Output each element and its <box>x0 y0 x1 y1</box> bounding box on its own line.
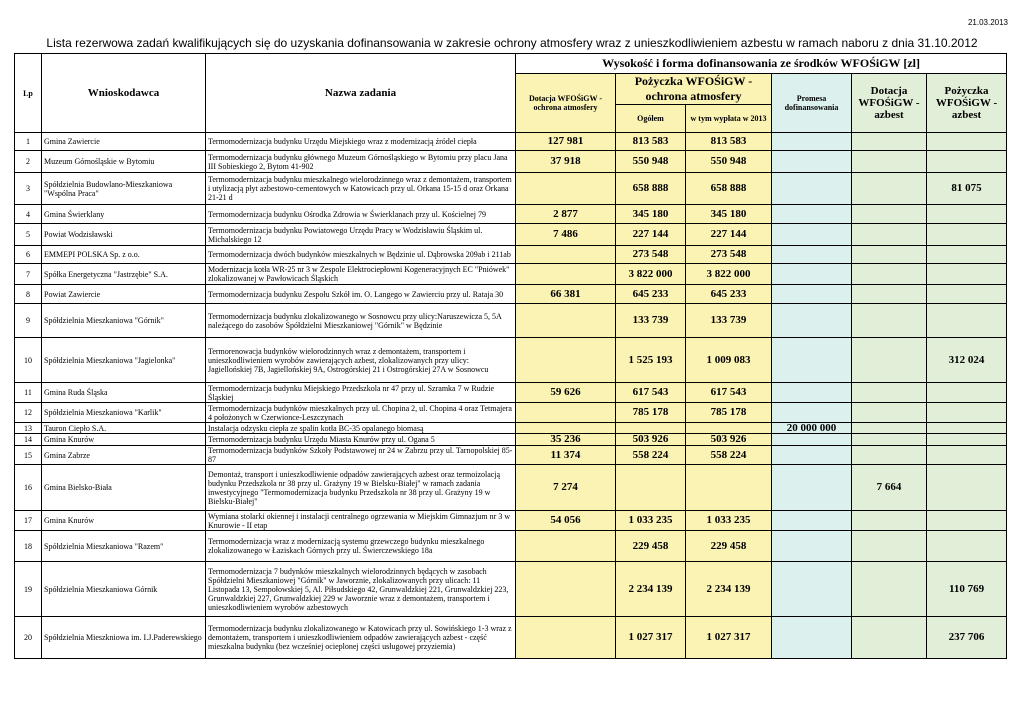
col-applicant-header: Wnioskodawca <box>42 54 206 133</box>
grant-atmosphere-cell <box>516 173 616 205</box>
loan-total-cell: 273 548 <box>616 246 686 264</box>
applicant-cell: Spółdzielnia Mieszkniowa im. I.J.Paderewskiego <box>42 617 206 659</box>
task-name-cell: Termomodernizacja 7 budynków mieszkalnych wielorodzinnych będących w zasobach Spółdzielni Mieszkaniowej "Górnik" w Jaworznie, zlokalizowanych przy ulicach: 11 Listopada 13, Sempołowskiej 5, Al. Piłsudskiego 42, Grunwaldzkiej 221, Grunwaldzkiej 223, Grunwaldzkiej 227, Grunwaldzkiej 229 w Jaworznie wraz z demontażem, transportem i unieszkodliwieniem wyrobów azbestowych <box>206 562 516 617</box>
grant-atmosphere-cell <box>516 264 616 285</box>
grant-atmosphere-cell: 54 056 <box>516 511 616 531</box>
applicant-cell: Spółdzielnia Mieszkaniowa "Jagielonka" <box>42 338 206 383</box>
table-row <box>15 403 1007 423</box>
promise-cell <box>772 617 852 659</box>
applicant-cell: Spółka Energetyczna "Jastrzębie" S.A. <box>42 264 206 285</box>
grant-asbestos-cell <box>852 617 927 659</box>
table-row <box>15 562 1007 617</box>
table-row <box>15 465 1007 511</box>
loan-total-cell: 617 543 <box>616 383 686 403</box>
grant-asbestos-cell <box>852 434 927 446</box>
task-name-cell: Wymiana stolarki okiennej i instalacji centralnego ogrzewania w Miejskim Gimnazjum nr 3 w Knurowie - II etap <box>206 511 516 531</box>
loan-asbestos-cell <box>927 531 1007 562</box>
grant-atmosphere-cell: 59 626 <box>516 383 616 403</box>
promise-cell <box>772 246 852 264</box>
loan-payout-2013-cell: 133 739 <box>686 304 772 338</box>
loan-asbestos-cell <box>927 151 1007 173</box>
row-number: 18 <box>15 531 42 562</box>
task-name-cell: Demontaż, transport i unieszkodliwienie odpadów zawierających azbest oraz termoizolacją budynku Przedszkola nr 38 przy ul. Grażyny 19 w Bielsku-Białej" w ramach zadania inwestycyjnego "Termomodernizacja budynku Przedszkola nr 38 przy ul. Grażyny 19 w Bielsku-Białej" <box>206 465 516 511</box>
table-row <box>15 285 1007 304</box>
loan-payout-2013-cell: 550 948 <box>686 151 772 173</box>
table-row <box>15 151 1007 173</box>
row-number: 15 <box>15 446 42 465</box>
loan-total-cell: 133 739 <box>616 304 686 338</box>
grant-asbestos-cell <box>852 173 927 205</box>
table-row <box>15 264 1007 285</box>
task-name-cell: Termomodernizacja budynku Zespołu Szkół im. O. Langego w Zawierciu przy ul. Rataja 30 <box>206 285 516 304</box>
row-number: 20 <box>15 617 42 659</box>
task-name-cell: Termomodernizacja dwóch budynków mieszkalnych w Będzinie ul. Dąbrowska 209ab i 211ab <box>206 246 516 264</box>
grant-atmosphere-cell: 2 877 <box>516 205 616 224</box>
grant-atmosphere-cell <box>516 304 616 338</box>
loan-payout-2013-cell: 2 234 139 <box>686 562 772 617</box>
loan-payout-2013-cell: 229 458 <box>686 531 772 562</box>
row-number: 8 <box>15 285 42 304</box>
grant-asbestos-cell <box>852 133 927 151</box>
applicant-cell: Gmina Zabrze <box>42 446 206 465</box>
table-row <box>15 446 1007 465</box>
loan-payout-2013-cell: 227 144 <box>686 224 772 246</box>
grant-atmosphere-cell <box>516 531 616 562</box>
grant-asbestos-cell <box>852 446 927 465</box>
task-name-cell: Termomodernizacja wraz z modernizacją systemu grzewczego budynku mieszkalnego zlokalizowanego w Łaziskach Górnych przy ul. Świerczewskiego 18a <box>206 531 516 562</box>
row-number: 12 <box>15 403 42 423</box>
loan-total-cell: 503 926 <box>616 434 686 446</box>
promise-cell <box>772 224 852 246</box>
loan-payout-2013-cell: 658 888 <box>686 173 772 205</box>
loan-payout-2013-cell: 1 009 083 <box>686 338 772 383</box>
loan-total-cell: 227 144 <box>616 224 686 246</box>
col-grant-atmosphere-header: Dotacja WFOŚiGW - ochrona atmosfery <box>516 74 616 133</box>
grant-asbestos-cell <box>852 151 927 173</box>
grant-atmosphere-cell: 35 236 <box>516 434 616 446</box>
promise-cell <box>772 511 852 531</box>
loan-payout-2013-cell: 813 583 <box>686 133 772 151</box>
loan-asbestos-cell <box>927 285 1007 304</box>
row-number: 7 <box>15 264 42 285</box>
row-number: 9 <box>15 304 42 338</box>
loan-asbestos-cell: 81 075 <box>927 173 1007 205</box>
funding-group-header: Wysokość i forma dofinansowania ze środków WFOŚiGW [zl] <box>516 54 1007 74</box>
reserve-list-table <box>14 53 1007 659</box>
task-name-cell: Termomodernizacja budynku mieszkalnego wielorodzinnego wraz z demontażem, transportem i utylizacją płyt azbestowo-cementowych w Katowicach przy ul. Orkana 15-15 d oraz Orkana 21-21 d <box>206 173 516 205</box>
grant-atmosphere-cell: 7 486 <box>516 224 616 246</box>
grant-atmosphere-cell: 66 381 <box>516 285 616 304</box>
grant-asbestos-cell <box>852 205 927 224</box>
table-row <box>15 383 1007 403</box>
grant-atmosphere-cell <box>516 617 616 659</box>
grant-asbestos-cell <box>852 562 927 617</box>
table-row <box>15 531 1007 562</box>
applicant-cell: Gmina Świerklany <box>42 205 206 224</box>
applicant-cell: Gmina Ruda Śląska <box>42 383 206 403</box>
applicant-cell: Spółdzielnia Mieszkaniowa Górnik <box>42 562 206 617</box>
loan-total-cell: 3 822 000 <box>616 264 686 285</box>
loan-asbestos-cell <box>927 224 1007 246</box>
grant-asbestos-cell <box>852 511 927 531</box>
table-row <box>15 423 1007 434</box>
grant-atmosphere-cell: 127 981 <box>516 133 616 151</box>
grant-asbestos-cell <box>852 383 927 403</box>
loan-payout-2013-cell: 1 027 317 <box>686 617 772 659</box>
applicant-cell: Powiat Zawiercie <box>42 285 206 304</box>
col-loan-asbestos-header: Pożyczka WFOŚiGW - azbest <box>927 74 1007 133</box>
table-row <box>15 173 1007 205</box>
promise-cell <box>772 173 852 205</box>
loan-total-cell: 229 458 <box>616 531 686 562</box>
grant-asbestos-cell <box>852 264 927 285</box>
table-row <box>15 205 1007 224</box>
promise-cell <box>772 465 852 511</box>
row-number: 13 <box>15 423 42 434</box>
task-name-cell: Termomodernizacja budynku Miejskiego Przedszkola nr 47 przy ul. Szramka 7 w Rudzie Śląskiej <box>206 383 516 403</box>
row-number: 1 <box>15 133 42 151</box>
applicant-cell: Spółdzielnia Mieszkaniowa "Górnik" <box>42 304 206 338</box>
table-row <box>15 246 1007 264</box>
promise-cell <box>772 151 852 173</box>
row-number: 5 <box>15 224 42 246</box>
table-row <box>15 224 1007 246</box>
col-lp-header: Lp <box>15 54 42 133</box>
loan-total-cell: 645 233 <box>616 285 686 304</box>
task-name-cell: Modernizacja kotła WR-25 nr 3 w Zespole Elektrociepłowni Kogeneracyjnych EC "Pniówek" zlokalizowanej w Pawłowicach Śląskich <box>206 264 516 285</box>
loan-asbestos-cell: 237 706 <box>927 617 1007 659</box>
loan-asbestos-cell: 312 024 <box>927 338 1007 383</box>
promise-cell <box>772 133 852 151</box>
row-number: 14 <box>15 434 42 446</box>
grant-atmosphere-cell: 7 274 <box>516 465 616 511</box>
loan-payout-2013-cell <box>686 465 772 511</box>
applicant-cell: EMMEPI POLSKA Sp. z o.o. <box>42 246 206 264</box>
promise-cell <box>772 562 852 617</box>
loan-total-cell: 550 948 <box>616 151 686 173</box>
promise-cell <box>772 531 852 562</box>
applicant-cell: Gmina Zawiercie <box>42 133 206 151</box>
row-number: 19 <box>15 562 42 617</box>
loan-asbestos-cell <box>927 434 1007 446</box>
col-payout-2013-header: w tym wypłata w 2013 <box>686 105 772 133</box>
grant-atmosphere-cell <box>516 423 616 434</box>
table-row <box>15 338 1007 383</box>
col-grant-asbestos-header: Dotacja WFOŚiGW - azbest <box>852 74 927 133</box>
loan-asbestos-cell <box>927 465 1007 511</box>
page-title: Lista rezerwowa zadań kwalifikujących się do uzyskania dofinansowania w zakresie ochrony atmosfery wraz z unieszkodliwieniem azbestu w ramach naboru z dnia 31.10.2012 <box>46 36 978 50</box>
grant-atmosphere-cell <box>516 246 616 264</box>
promise-cell <box>772 338 852 383</box>
row-number: 4 <box>15 205 42 224</box>
loan-payout-2013-cell: 503 926 <box>686 434 772 446</box>
row-number: 11 <box>15 383 42 403</box>
grant-asbestos-cell <box>852 246 927 264</box>
grant-asbestos-cell <box>852 224 927 246</box>
col-promise-header: Promesa dofinansowania <box>772 74 852 133</box>
loan-total-cell: 1 525 193 <box>616 338 686 383</box>
promise-cell <box>772 383 852 403</box>
loan-asbestos-cell <box>927 246 1007 264</box>
loan-asbestos-cell <box>927 133 1007 151</box>
grant-asbestos-cell <box>852 285 927 304</box>
table-row <box>15 434 1007 446</box>
document-date: 21.03.2013 <box>967 18 1008 27</box>
loan-asbestos-cell <box>927 446 1007 465</box>
table-row <box>15 511 1007 531</box>
col-task-header: Nazwa zadania <box>206 54 516 133</box>
grant-asbestos-cell <box>852 403 927 423</box>
task-name-cell: Termomodernizacja budynku Urzędu Miejskiego wraz z modernizacją źródeł ciepła <box>206 133 516 151</box>
loan-total-cell: 1 033 235 <box>616 511 686 531</box>
loan-total-cell: 558 224 <box>616 446 686 465</box>
promise-cell <box>772 403 852 423</box>
applicant-cell: Spółdzielnia Budowlano-Mieszkaniowa "Wspólna Praca" <box>42 173 206 205</box>
applicant-cell: Gmina Knurów <box>42 511 206 531</box>
applicant-cell: Muzeum Górnośląskie w Bytomiu <box>42 151 206 173</box>
grant-asbestos-cell <box>852 531 927 562</box>
row-number: 10 <box>15 338 42 383</box>
loan-asbestos-cell <box>927 264 1007 285</box>
grant-asbestos-cell <box>852 423 927 434</box>
applicant-cell: Powiat Wodzisławski <box>42 224 206 246</box>
loan-asbestos-cell <box>927 205 1007 224</box>
loan-total-cell <box>616 465 686 511</box>
table-row <box>15 133 1007 151</box>
loan-payout-2013-cell <box>686 423 772 434</box>
task-name-cell: Termomodernizacja budynku Powiatowego Urzędu Pracy w Wodzisławiu Śląskim ul. Michalskiego 12 <box>206 224 516 246</box>
applicant-cell: Gmina Bielsko-Biała <box>42 465 206 511</box>
applicant-cell: Gmina Knurów <box>42 434 206 446</box>
table-row <box>15 304 1007 338</box>
loan-total-cell: 345 180 <box>616 205 686 224</box>
grant-atmosphere-cell: 37 918 <box>516 151 616 173</box>
row-number: 6 <box>15 246 42 264</box>
loan-total-cell <box>616 423 686 434</box>
task-name-cell: Termomodernizacja budynków mieszkalnych przy ul. Chopina 2, ul. Chopina 4 oraz Tetmajera 4 położonych w Czerwionce-Leszczynach <box>206 403 516 423</box>
loan-asbestos-cell <box>927 403 1007 423</box>
grant-asbestos-cell <box>852 338 927 383</box>
promise-cell <box>772 304 852 338</box>
grant-atmosphere-cell <box>516 403 616 423</box>
applicant-cell: Tauron Ciepło S.A. <box>42 423 206 434</box>
task-name-cell: Termomodernizacja budynku zlokalizowanego w Sosnowcu przy ulicy:Naruszewicza 5, 5A należącego do zasobów Spółdzielni Mieszkaniowej "Górnik" w Będzinie <box>206 304 516 338</box>
row-number: 2 <box>15 151 42 173</box>
loan-payout-2013-cell: 1 033 235 <box>686 511 772 531</box>
grant-atmosphere-cell <box>516 562 616 617</box>
task-name-cell: Termomodernizacja budynków Szkoły Podstawowej nr 24 w Zabrzu przy ul. Tarnopolskiej 85-87 <box>206 446 516 465</box>
loan-total-cell: 658 888 <box>616 173 686 205</box>
loan-asbestos-cell <box>927 423 1007 434</box>
task-name-cell: Termomodernizacja budynku głównego Muzeum Górnośląskiego w Bytomiu przy placu Jana III Sobieskiego 2, Bytom 41-902 <box>206 151 516 173</box>
loan-payout-2013-cell: 273 548 <box>686 246 772 264</box>
col-loan-atmosphere-header: Pożyczka WFOŚiGW - ochrona atmosfery <box>616 74 772 105</box>
task-name-cell: Termomodernizacja budynku Urzędu Miasta Knurów przy ul. Ogana 5 <box>206 434 516 446</box>
promise-cell <box>772 285 852 304</box>
loan-asbestos-cell: 110 769 <box>927 562 1007 617</box>
task-name-cell: Termomodernizacja budynku zlokalizowanego w Katowicach przy ul. Sowińskiego 1-3 wraz z demontażem, transportem i unieszkodliwieniem odpadów zawierających azbest - część mieszkalna budynku (bez wcześniej ocieplonej części usługowej przyziemia) <box>206 617 516 659</box>
col-total-header: Ogółem <box>616 105 686 133</box>
promise-cell <box>772 446 852 465</box>
loan-payout-2013-cell: 3 822 000 <box>686 264 772 285</box>
loan-total-cell: 2 234 139 <box>616 562 686 617</box>
grant-asbestos-cell <box>852 304 927 338</box>
grant-asbestos-cell: 7 664 <box>852 465 927 511</box>
task-name-cell: Instalacja odzysku ciepła ze spalin kotła BC-35 opalanego biomasą <box>206 423 516 434</box>
loan-asbestos-cell <box>927 511 1007 531</box>
row-number: 3 <box>15 173 42 205</box>
loan-payout-2013-cell: 617 543 <box>686 383 772 403</box>
loan-payout-2013-cell: 558 224 <box>686 446 772 465</box>
loan-asbestos-cell <box>927 304 1007 338</box>
table-row <box>15 617 1007 659</box>
loan-payout-2013-cell: 345 180 <box>686 205 772 224</box>
applicant-cell: Spółdzielnia Mieszkaniowa "Karlik" <box>42 403 206 423</box>
task-name-cell: Termomodernizacja budynku Ośrodka Zdrowia w Świerklanach przy ul. Kościelnej 79 <box>206 205 516 224</box>
grant-atmosphere-cell: 11 374 <box>516 446 616 465</box>
promise-cell <box>772 264 852 285</box>
row-number: 16 <box>15 465 42 511</box>
promise-cell: 20 000 000 <box>772 423 852 434</box>
loan-payout-2013-cell: 785 178 <box>686 403 772 423</box>
promise-cell <box>772 434 852 446</box>
loan-total-cell: 1 027 317 <box>616 617 686 659</box>
loan-total-cell: 813 583 <box>616 133 686 151</box>
loan-payout-2013-cell: 645 233 <box>686 285 772 304</box>
promise-cell <box>772 205 852 224</box>
task-name-cell: Termorenowacja budynków wielorodzinnych wraz z demontażem, transportem i unieszkodliwieniem wyrobów zawierających azbest, zlokalizowanych przy ulicy: Jagiellońskiej 7B, Jagiellońskiej 9A, Ostrogórskiej 21 i Ostrogórskiej 27A w Sosnowcu <box>206 338 516 383</box>
grant-atmosphere-cell <box>516 338 616 383</box>
row-number: 17 <box>15 511 42 531</box>
loan-asbestos-cell <box>927 383 1007 403</box>
applicant-cell: Spółdzielnia Mieszkaniowa "Razem" <box>42 531 206 562</box>
loan-total-cell: 785 178 <box>616 403 686 423</box>
